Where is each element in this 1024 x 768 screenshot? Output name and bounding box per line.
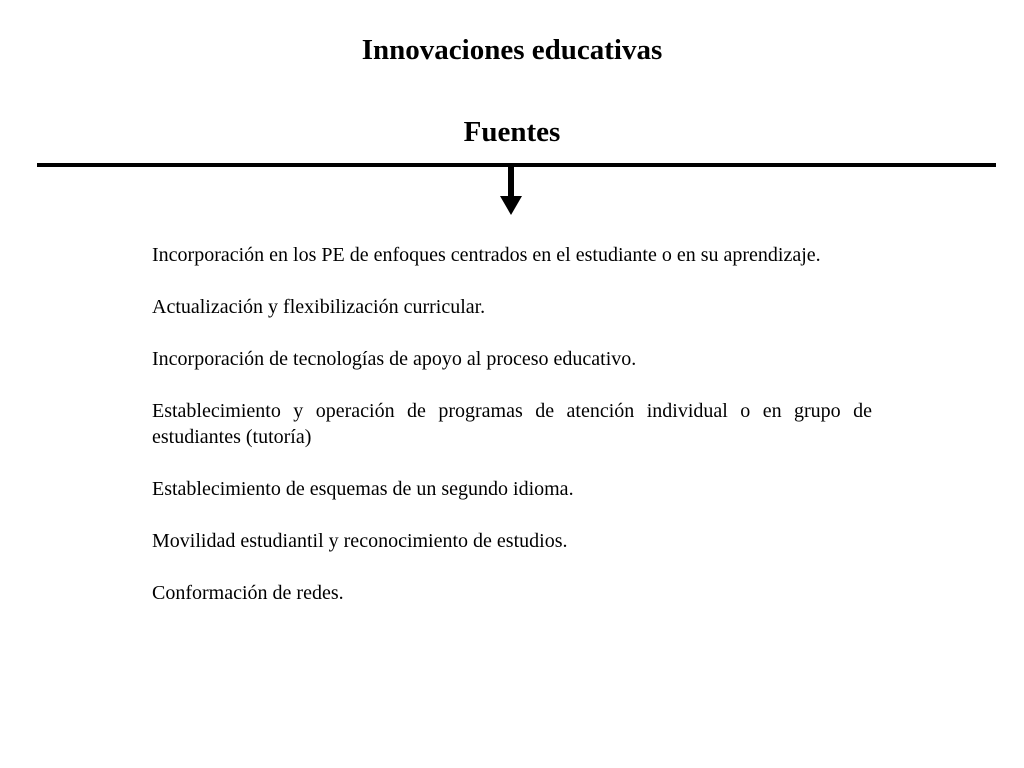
list-item-enfoques: Incorporación en los PE de enfoques centrados en el estudiante o en su aprendizaje. xyxy=(152,244,821,266)
down-arrow-icon xyxy=(500,166,522,216)
page-subtitle: Fuentes xyxy=(463,116,561,148)
page-title: Innovaciones educativas xyxy=(361,34,663,66)
list-item-tecnologias: Incorporación de tecnologías de apoyo al proceso educativo. xyxy=(152,348,637,370)
innovation-sources-list xyxy=(152,242,872,632)
list-item-idioma: Establecimiento de esquemas de un segundo idioma. xyxy=(152,478,574,500)
list-item-redes: Conformación de redes. xyxy=(152,582,344,604)
list-item-tutoria: Establecimiento y operación de programas de atención individual o en grupo de estudiantes (tutoría) xyxy=(152,400,872,448)
list-item-movilidad: Movilidad estudiantil y reconocimiento de estudios. xyxy=(152,530,568,552)
list-item-curricular: Actualización y flexibilización curricular. xyxy=(152,296,486,318)
